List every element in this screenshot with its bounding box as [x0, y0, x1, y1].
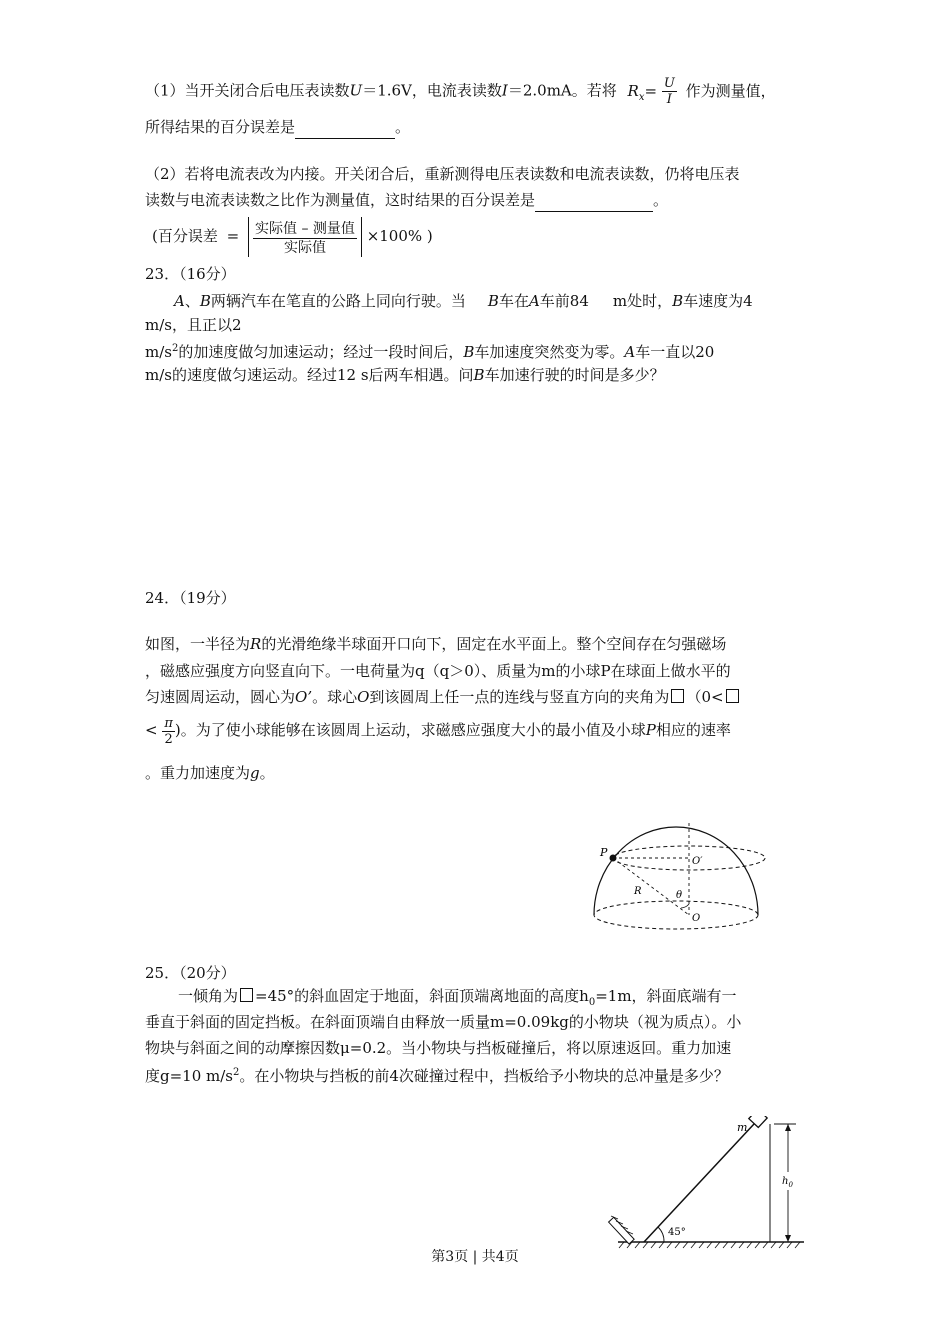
q25-line1: 一倾角为 =45°的斜血固定于地面，斜面顶端离地面的高度$h_0=1m$，斜面底端有一 — [178, 987, 737, 1008]
missing-symbol-box — [240, 988, 253, 1002]
hemisphere-outline — [594, 827, 758, 915]
q25-line2: 垂直于斜面的固定挡板。在斜面顶端自由释放一质量m=0.09kg的小物块（视为质点）。小 — [145, 1013, 742, 1031]
q24-line3: 匀速圆周运动，圆心为O’。球心O到该圆周上任一点的连线与竖直方向的夹角为 （0< — [145, 686, 741, 708]
height-arrow-top — [785, 1124, 791, 1131]
label-m: m — [737, 1121, 748, 1134]
q23-line2: m/s，且正以2 — [145, 316, 242, 334]
missing-symbol-box — [726, 689, 739, 703]
incline-line — [644, 1124, 754, 1242]
theta-arc — [681, 904, 689, 908]
u-over-i-fraction: $\frac{U}{I}$ — [663, 76, 675, 107]
percent-error-formula: (百分误差 = $\frac{\text{实际值 – 测量值}}{\text{实际值}}$ ×100% ) — [152, 216, 433, 257]
q25-line3: 物块与斜面之间的动摩擦因数μ=0.2。当小物块与挡板碰撞后，将以原速返回。重力加速 — [145, 1039, 732, 1057]
q22-part1-line2: 所得结果的百分误差是 。 — [145, 116, 410, 139]
q22-part2-line1: （2）若将电流表改为内接。开关闭合后，重新测得电压表读数和电流表读数，仍将电压表 — [145, 165, 740, 183]
page-footer: 第3页 | 共4页 — [431, 1249, 519, 1265]
q24-header: 24．（19分） — [145, 589, 236, 607]
q22-part2-line2: 读数与电流表读数之比作为测量值，这时结果的百分误差是 。 — [145, 189, 668, 212]
answer-blank-2[interactable] — [535, 189, 653, 212]
label-angle: 45° — [668, 1227, 686, 1238]
q22-part1-line1: （1）当开关闭合后电压表读数U＝1.6V，电流表读数I＝2.0mA。若将 $R_x=$ $\frac{U}{I}$ 作为测量值， — [145, 76, 776, 107]
absolute-value-fraction: $\frac{\text{实际值 – 测量值}}{\text{实际值}}$ — [248, 217, 362, 257]
barrier — [609, 1217, 635, 1244]
q23-line1: A、B两辆汽车在笔直的公路上同向行驶。当 B车在A车前84 m处时，B车速度为4 — [174, 292, 753, 310]
q24-line2: ，磁感应强度方向竖直向下。一电荷量为q（q＞0）、质量为m的小球P在球面上做水平的 — [145, 662, 731, 680]
incline-figure — [604, 1116, 806, 1252]
q24-line5: 。重力加速度为g。 — [145, 764, 275, 782]
label-h0: $h_0$ — [782, 1176, 793, 1189]
pi-over-2-fraction: $\frac{\pi}{2}$ — [164, 715, 173, 747]
label-o: O — [692, 913, 701, 924]
ball-p — [610, 855, 617, 862]
label-r: R — [634, 886, 642, 897]
rx-formula: $R_x=$ $\frac{U}{I}$ — [627, 76, 675, 107]
height-arrow-bottom — [785, 1235, 791, 1242]
label-p: P — [600, 846, 608, 859]
radius-line — [613, 858, 689, 915]
hemisphere-figure — [586, 818, 766, 936]
q23-line3: $m/s^2$的加速度做匀加速运动；经过一段时间后，B车加速度突然变为零。A车一直以20 — [145, 343, 715, 361]
q24-line4: < $\frac{\pi}{2}$ )。为了使小球能够在该圆周上运动，求磁感应强度大小的最小值及小球P相应的速率 — [145, 715, 731, 747]
angle-arc — [658, 1227, 664, 1242]
q23-header: 23．（16分） — [145, 265, 236, 283]
answer-blank-1[interactable] — [295, 116, 395, 139]
q25-header: 25．（20分） — [145, 964, 236, 982]
label-theta: θ — [676, 890, 683, 901]
q23-line4: m/s的速度做匀速运动。经过12 s后两车相遇。问B车加速行驶的时间是多少？ — [145, 366, 665, 384]
q24-line1: 如图，一半径为R的光滑绝缘半球面开口向下，固定在水平面上。整个空间存在匀强磁场 — [145, 635, 727, 653]
q25-line4: 度g=10 $m/s^2$。在小物块与挡板的前4次碰撞过程中，挡板给予小物块的总冲量是多少？ — [145, 1067, 729, 1085]
missing-symbol-box — [671, 689, 684, 703]
label-o-prime: O′ — [692, 856, 703, 867]
